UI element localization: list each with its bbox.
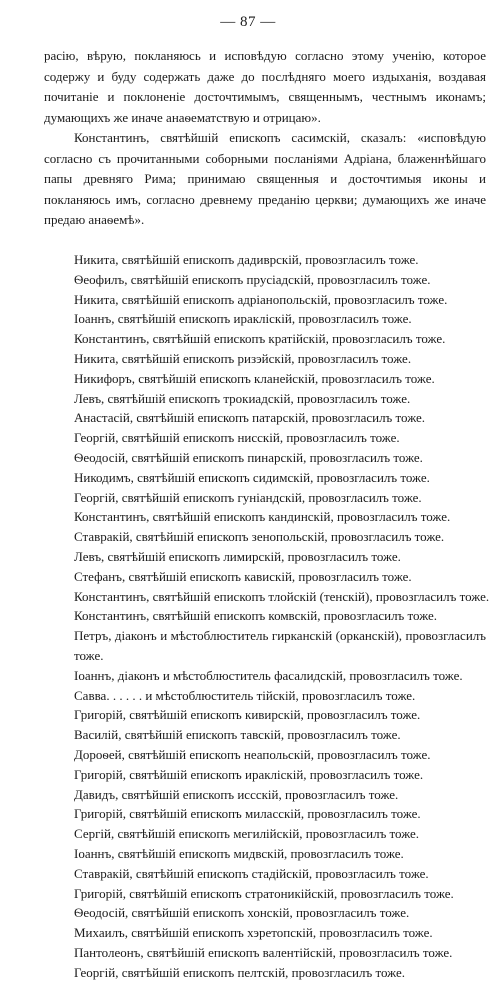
list-item: Никита, святѣйшій епископъ ризэйскій, провозгласилъ тоже. <box>74 350 412 366</box>
list-item: Григорій, святѣйшій епископъ стратоникійскій, провозгласилъ тоже. <box>74 885 454 901</box>
page-number: — 87 — <box>220 14 276 30</box>
list-item: Георгій, святѣйшій епископъ гуніандскій, провозгласилъ тоже. <box>74 489 422 505</box>
list-item: Григорій, святѣйшій епископъ иракліскій, провозгласилъ тоже. <box>74 766 424 782</box>
list-item: Пантолеонъ, святѣйшій епископъ валентійскій, провозгласилъ тоже. <box>74 944 453 960</box>
list-item: Константинъ, святѣйшій епископъ кандинскій, провозгласилъ тоже. <box>74 509 451 525</box>
paragraph: Константинъ, святѣйшій епископъ сасимскій, сказалъ: «исповѣдую согласно съ прочитанными соборными посланіями Адріана, блаженнѣйшаго папы древняго Рима; принимаю священныя и досточтимыя иконы и покланяюсь имъ, согласно древнему преданію церкви; думающихъ же иначе предаю анаѳемѣ». <box>44 130 486 227</box>
list-item: Григорій, святѣйшій епископъ кивирскій, провозгласилъ тоже. <box>74 707 421 723</box>
paragraph: расію, вѣрую, покланяюсь и исповѣдую согласно этому ученію, которое содержу и буду содержать даже до послѣдняго моего издыханія, воздавая почитаніе и поклоненіе досточтимымъ, священнымъ, честнымъ иконамъ; думающихъ же иначе анаѳематствую и отрицаю». <box>44 48 486 125</box>
list-item: Никодимъ, святѣйшій епископъ сидимскій, провозгласилъ тоже. <box>74 469 430 485</box>
list-item: Савва. . . . . . и мѣстоблюститель тійскій, провозгласилъ тоже. <box>74 687 416 703</box>
list-item: Сергій, святѣйшій епископъ мегилійскій, провозгласилъ тоже. <box>74 826 420 842</box>
list-item: Константинъ, святѣйшій епископъ комвскій, провозгласилъ тоже. <box>74 608 438 624</box>
list-item: Никифоръ, святѣйшій епископъ кланейскій, провозгласилъ тоже. <box>74 370 435 386</box>
list-item: Ѳеодосій, святѣйшій епископъ пинарскій, провозгласилъ тоже. <box>74 449 423 465</box>
list-item: Ставракій, святѣйшій епископъ зенопольскій, провозгласилъ тоже. <box>74 529 445 545</box>
list-item: Левъ, святѣйшій епископъ лимирскій, провозгласилъ тоже. <box>74 548 401 564</box>
list-item: Іоаннъ, діаконъ и мѣстоблюститель фасалидскій, провозгласилъ тоже. <box>74 667 463 683</box>
list-item: Ѳеодосій, святѣйшій епископъ хонскій, провозгласилъ тоже. <box>74 905 410 921</box>
list-item: Іоаннъ, святѣйшій епископъ иракліскій, провозгласилъ тоже. <box>74 311 412 327</box>
list-item: Никита, святѣйшій епископъ адріанопольскій, провозгласилъ тоже. <box>74 291 448 307</box>
list-item: Константинъ, святѣйшій епископъ тлойскій (тенскій), провозгласилъ тоже. <box>74 588 490 604</box>
list-item: Стефанъ, святѣйшій епископъ кавискій, провозгласилъ тоже. <box>74 568 412 584</box>
lead-paragraphs <box>44 46 486 231</box>
list-item: Григорій, святѣйшій епископъ миласскій, провозгласилъ тоже. <box>74 806 421 822</box>
list-item: Дороѳей, святѣйшій епископъ неапольскій, провозгласилъ тоже. <box>74 746 431 762</box>
list-item: Никита, святѣйшій епископъ дадиврскій, провозгласилъ тоже. <box>74 252 419 267</box>
list-item: Іоаннъ, святѣйшій епископъ мидвскій, провозгласилъ тоже. <box>74 845 404 861</box>
signatory-list <box>44 250 490 982</box>
list-item: Василій, святѣйшій епископъ тавскій, провозгласилъ тоже. <box>74 727 401 743</box>
list-item: Анастасій, святѣйшій епископъ патарскій, провозгласилъ тоже. <box>74 410 426 426</box>
list-item: Георгій, святѣйшій епископъ пелтскій, провозгласилъ тоже. <box>74 964 405 980</box>
list-item: Михаилъ, святѣйшій епископъ хэретопскій, провозгласилъ тоже. <box>74 925 433 941</box>
list-item: Константинъ, святѣйшій епископъ кратійскій, провозгласилъ тоже. <box>74 331 446 347</box>
list-item: Георгій, святѣйшій епископъ нисскій, провозгласилъ тоже. <box>74 430 400 446</box>
list-item: Левъ, святѣйшій епископъ трокиадскій, провозгласилъ тоже. <box>74 390 411 406</box>
list-item: Ставракій, святѣйшій епископъ стадійскій, провозгласилъ тоже. <box>74 865 429 881</box>
list-item: Петръ, діаконъ и мѣстоблюститель гирканскій (орканскій), провозгласилъ тоже. <box>74 628 486 663</box>
list-item: Ѳеофилъ, святѣйшій епископъ прусіадскій, провозгласилъ тоже. <box>74 271 431 287</box>
list-item: Давидъ, святѣйшій епископъ иссскій, провозгласилъ тоже. <box>74 786 399 802</box>
